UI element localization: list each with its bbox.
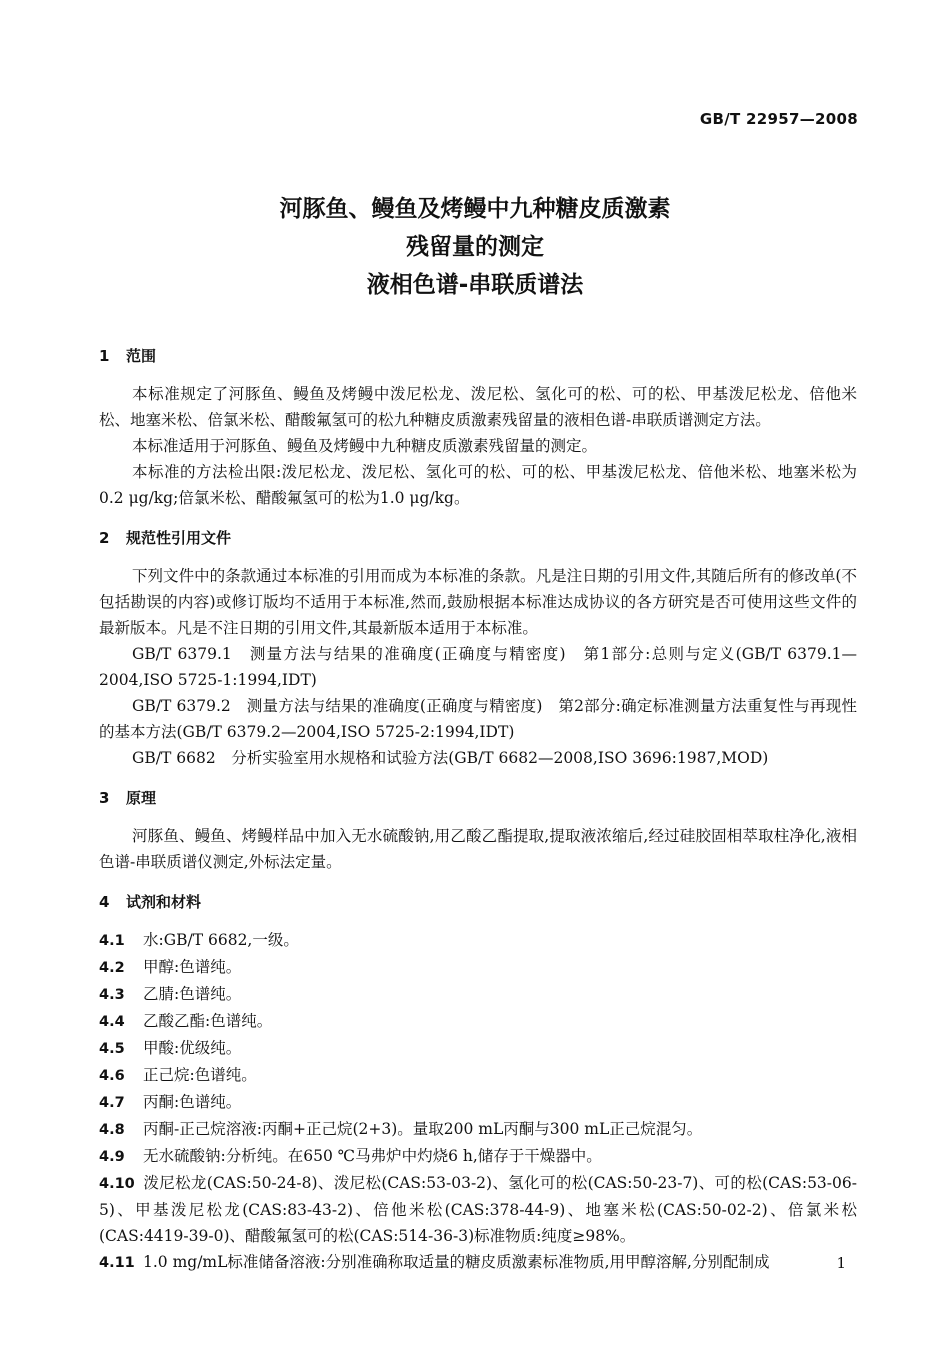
list-item: 4.11 1.0 mg/mL标准储备溶液:分别准确称取适量的糖皮质激素标准物质,用甲醇溶解,分别配制成 (99, 1253, 770, 1271)
reference-entry: GB/T 6379.2 测量方法与结果的准确度(正确度与精密度) 第2部分:确定标准测量方法重复性与再现性的基本方法(GB/T 6379.2—2004,ISO 5725-2:1994,IDT) (99, 697, 857, 741)
section-heading-scope: 1 范围 (99, 347, 157, 365)
list-item: 4.9 无水硫酸钠:分析纯。在650 ℃马弗炉中灼烧6 h,储存于干燥器中。 (99, 1147, 602, 1165)
paragraph: 河豚鱼、鳗鱼、烤鳗样品中加入无水硫酸钠,用乙酸乙酯提取,提取液浓缩后,经过硅胶固相萃取柱净化,液相色谱-串联质谱仪测定,外标法定量。 (99, 827, 857, 871)
paragraph: 本标准规定了河豚鱼、鳗鱼及烤鳗中泼尼松龙、泼尼松、氢化可的松、可的松、甲基泼尼松龙、倍他米松、地塞米松、倍氯米松、醋酸氟氢可的松九种糖皮质激素残留量的液相色谱-串联质谱测定方法。 (99, 385, 857, 429)
paragraph: 本标准适用于河豚鱼、鳗鱼及烤鳗中九种糖皮质激素残留量的测定。 (132, 437, 598, 455)
list-item: 4.3 乙腈:色谱纯。 (99, 985, 242, 1003)
list-item: 4.8 丙酮-正己烷溶液:丙酮+正己烷(2+3)。量取200 mL丙酮与300 mL正己烷混匀。 (99, 1120, 703, 1138)
title-line-2: 残留量的测定 (406, 234, 544, 260)
list-item: 4.5 甲酸:优级纯。 (99, 1039, 242, 1057)
reference-entry: GB/T 6379.1 测量方法与结果的准确度(正确度与精密度) 第1部分:总则与定义(GB/T 6379.1—2004,ISO 5725-1:1994,IDT) (99, 645, 857, 689)
list-item: 4.6 正己烷:色谱纯。 (99, 1066, 257, 1084)
document-body (99, 343, 857, 1276)
reference-entry: GB/T 6682 分析实验室用水规格和试验方法(GB/T 6682—2008,ISO 3696:1987,MOD) (132, 749, 769, 767)
section-heading-normative-references: 2 规范性引用文件 (99, 529, 232, 547)
paragraph: 本标准的方法检出限:泼尼松龙、泼尼松、氢化可的松、可的松、甲基泼尼松龙、倍他米松、地塞米松为0.2 μg/kg;倍氯米松、醋酸氟氢可的松为1.0 μg/kg。 (99, 463, 857, 507)
document-title (0, 190, 950, 304)
title-line-1: 河豚鱼、鳗鱼及烤鳗中九种糖皮质激素 (279, 196, 671, 222)
page-number: 1 (836, 1254, 846, 1272)
list-item: 4.7 丙酮:色谱纯。 (99, 1093, 242, 1111)
standard-code: GB/T 22957—2008 (699, 110, 858, 128)
paragraph: 下列文件中的条款通过本标准的引用而成为本标准的条款。凡是注日期的引用文件,其随后所有的修改单(不包括勘误的内容)或修订版均不适用于本标准,然而,鼓励根据本标准达成协议的各方研究是否可使用这些文件的最新版本。凡是不注日期的引用文件,其最新版本适用于本标准。 (99, 567, 857, 637)
list-item: 4.10 泼尼松龙(CAS:50-24-8)、泼尼松(CAS:53-03-2)、氢化可的松(CAS:50-23-7)、可的松(CAS:53-06-5)、甲基泼尼松龙(CAS:83-43-2)、倍他米松(CAS:378-44-9)、地塞米松(CAS:50-02-2)、倍氯米松(CAS:4419-39-0)、醋酸氟氢可的松(CAS:514-36-3)标准物质:纯度≥98%。 (99, 1174, 857, 1245)
title-line-3: 液相色谱-串联质谱法 (366, 272, 584, 298)
section-heading-reagents: 4 试剂和材料 (99, 893, 202, 911)
list-item: 4.2 甲醇:色谱纯。 (99, 958, 242, 976)
list-item: 4.1 水:GB/T 6682,一级。 (99, 931, 299, 949)
list-item: 4.4 乙酸乙酯:色谱纯。 (99, 1012, 273, 1030)
section-heading-principle: 3 原理 (99, 789, 157, 807)
